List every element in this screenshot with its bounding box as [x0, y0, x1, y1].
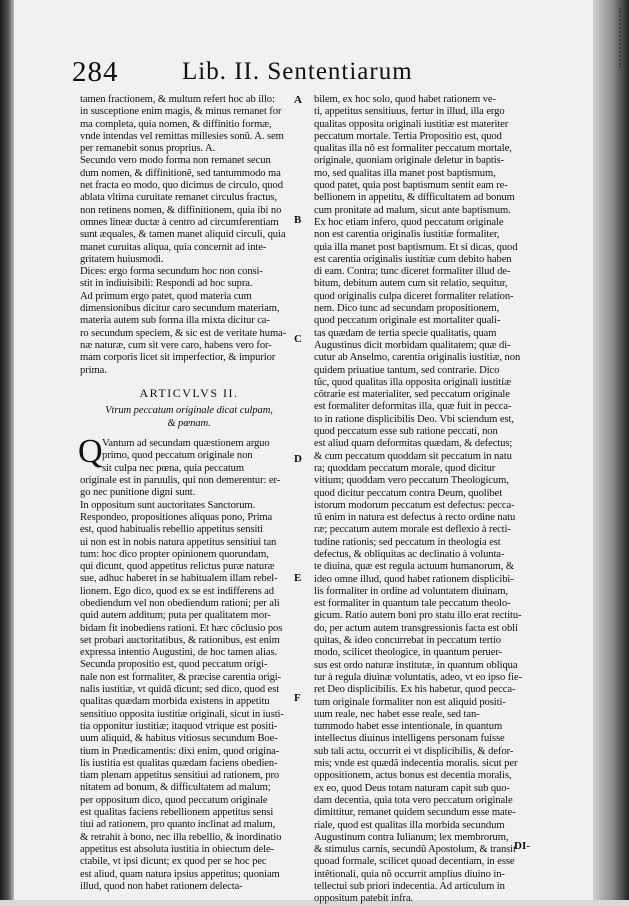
text-line: oppositionem, actus bonus est decentia moralis, [314, 770, 512, 782]
text-line: est formaliter in quantum tale peccatum theolo- [314, 598, 511, 610]
text-line: Ex hoc etiam infero, quod peccatum originale [314, 216, 504, 228]
text-line: defectus, & obliquitas ac declinatio à volunta- [314, 548, 505, 560]
text-line: tium in Prædicamentis: dixi enim, quod origina- [80, 745, 280, 757]
text-line: primo, quod peccatum originale non [102, 450, 253, 462]
text-line: quoad formale, scilicet quoad decentiam, in esse [314, 856, 515, 868]
text-line: sue, adhuc haberet in se habitualem illam rebel- [80, 573, 278, 585]
text-line: Respondeo, propositiones aliquas pono, Prima [80, 511, 273, 523]
spacer [80, 377, 298, 385]
text-line: ræ; peccatum autem morale est deflexio à recti- [314, 524, 511, 536]
text-line: quod peccatum originale est mortaliter quali- [314, 315, 501, 327]
text-line: tũc, quod qualitas illa opposita originali iustitiæ [314, 376, 512, 388]
text-line: est carentia originalis iustitiæ cum debito haben [314, 253, 512, 265]
text-line: tum originale formaliter non est aliquid positi- [314, 696, 506, 708]
text-line: dimittitur, remanet quidem secundum esse mate- [314, 807, 516, 819]
text-line: nitatem ad bonum, & difficultatem ad malum; [80, 782, 271, 794]
text-line: cutur ab Anselmo, carentia originalis iustitiæ, non [314, 352, 521, 364]
text-line: bidam fit inobediens rationi. Et hæc cõclusio pos [80, 622, 283, 634]
left-column [80, 94, 298, 893]
article-opening [78, 433, 298, 475]
text-line: dum nomen, & diffinitionẽ, sed tantummodo ma [80, 167, 281, 179]
text-line: Ad primum ergo patet, quod materia cum [80, 290, 252, 302]
text-line: in susceptione enim magis, & minus remanet for [80, 106, 282, 118]
text-line: per remanebit sonus proprius. A. [80, 143, 216, 155]
text-line: tia opponitur iustitiæ; itaquod vtrique est positi- [80, 720, 278, 732]
text-line: obediendum vel non obediendum rationi; per ali [80, 597, 280, 609]
text-line: ti, appetitus sensitiuus, fertur in illud, illa ergo [314, 106, 505, 118]
right-body-text [314, 94, 540, 906]
book-page [14, 0, 593, 905]
text-line: tũ enim in natura est defectus à recto ordine natu [314, 512, 516, 524]
text-line: dimensionibus dicitur caro secundum materiam, [80, 303, 280, 315]
text-line: peccatum mortale. Tertia Propositio est, quod [314, 130, 502, 142]
text-line: nem. Dico tunc ad secundam propositionem, [314, 303, 500, 315]
text-line: & pœnam. [167, 417, 211, 429]
text-line: lis iustitia est qualitas quædam faciens obedien- [80, 757, 278, 769]
text-line: prima. [80, 364, 107, 376]
text-line: omnes lineæ ductæ à centro ad circumferentiam [80, 216, 279, 228]
text-line: tellectui sub priori indecentia. Ad articulum in [314, 881, 505, 892]
text-line: est aliud quam deformitas quædam, & defectus; [314, 438, 513, 450]
text-line: quidem priuatiue tantum, sed contrarie. Dico [314, 364, 500, 376]
text-line: & cum peccatum quoddam sit peccatum in natu [314, 450, 512, 462]
text-line: tamen fractionem, & multum refert hoc ab illo: [80, 94, 275, 105]
spacer [80, 430, 298, 438]
right-column [314, 94, 540, 906]
text-line: do, per actum autem transgressionis facta est obli [314, 622, 518, 634]
text-line: tiam plenam appetitus sensitiui ad rationem, pro [80, 770, 280, 782]
margin-letter-a: A [294, 94, 302, 106]
margin-letter-d: D [294, 453, 302, 465]
text-line: ui non est in nobis natura appetitus sensitiui tan [80, 536, 277, 548]
text-line: quid autem additum; puta per qualitatem mor- [80, 610, 271, 622]
text-line: est aliud, quam natura ipsius appetitus; quoniam [80, 868, 280, 880]
text-line: næ naturæ, cum sit vere caro, habens vero for- [80, 339, 272, 351]
text-line: stit in indiuisibili: Respondi ad hoc supra. [80, 278, 253, 290]
page-number: 284 [72, 56, 119, 88]
text-line: non retinens nomen, & diffinitionem, quia ibi no [80, 204, 282, 216]
text-line: sus est ordo naturæ institutæ, in quantum obliqua [314, 659, 518, 671]
margin-letter-b: B [294, 214, 302, 226]
text-line: & stimulus carnis, secundũ Apostolum, & transit [314, 844, 516, 856]
text-line: qualitas illa nõ est formaliter peccatum mortale, [314, 143, 512, 155]
text-line: quod patet, quia post baptismum sentit eam re- [314, 180, 508, 192]
text-line: sub tali actu, occurrit ei vt displicibilis, & defor- [314, 745, 514, 757]
left-intro-text [80, 94, 298, 377]
text-line: per oppositum dico, quod peccatum originale [80, 794, 268, 806]
text-line: set probari auctoritatibus, & rationibus, est enim [80, 634, 280, 646]
page-header [72, 56, 572, 92]
text-line: mis; vnde est quædã indecentia moralis. sicut per [314, 758, 518, 770]
text-line: uum aliquid, & habitus vitiosus secundum Boe- [80, 733, 278, 745]
text-line: qualitas quædam morbida existens in appetitu [80, 696, 270, 708]
text-line: tummodo habet esse intentionale, in quantum [314, 721, 503, 733]
text-line: Dices: ergo forma secundum hoc non consi- [80, 266, 263, 278]
text-line: sunt æquales, & tamen manet aliquid circuli, quia [80, 229, 286, 241]
text-line: ro secundum speciem, & sic est de veritate huma- [80, 327, 287, 339]
text-line: riale, quod est qualitas illa morbida secundum [314, 819, 505, 831]
text-line: quod peccatum esse sub ratione peccati, non [314, 426, 498, 438]
text-line: modo, scilicet theologice, in quantum peruer- [314, 647, 502, 659]
text-line: Augustinus dicit morbidam qualitatem; quæ di- [314, 339, 511, 351]
text-line: est formaliter deformitas illa, quæ fuit in pecca- [314, 401, 512, 413]
text-line: quia illa manet post baptismum. Et si dicas, quod [314, 241, 518, 253]
text-line: intellectus diuinus intelligens personam fuisse [314, 733, 505, 745]
text-line: tudine rationis; sed peccatum in theologia est [314, 536, 501, 548]
catchword: DI- [514, 840, 530, 852]
text-line: intẽtionali, quia nõ occurrit amplius diuino in- [314, 868, 505, 880]
running-title: Lib. II. Sententiarum [182, 58, 413, 85]
scan-left-edge [0, 0, 14, 900]
text-line: qualitas opposita originali iustitiæ est materiter [314, 118, 509, 130]
text-line: appetitus est absoluta iustitia in obiectum dele- [80, 843, 274, 855]
text-line: quitas, & ideo concurrebat in peccatum tertio [314, 635, 502, 647]
text-line: ex eo, quod Deus totam naturam capit sub quo- [314, 782, 510, 794]
text-line: nalis iustitiæ, vt quidã dicunt; sed dico, quod est [80, 684, 280, 696]
text-line: te diuina, quæ est regula actuum humanorum, & [314, 561, 514, 573]
text-line: dam decentia, quia tota vero peccatum originale [314, 794, 513, 806]
text-line: gicum. Ratio autem boni pro statu illo erat rectitu- [314, 610, 522, 622]
text-line: ctabile, vt ipsi dicunt; ex quod per se hoc pec [80, 856, 267, 868]
margin-letter-c: C [294, 333, 302, 345]
text-line: sensitiuo opposita iustitiæ originali, sicut in iusti- [80, 708, 284, 720]
text-line: lionem. Ego dico, quod ex se est indifferens ad [80, 585, 274, 597]
text-line: bellionem in appetitu, & difficultatem ad bonum [314, 192, 515, 204]
text-line: originale est in paruulis, qui non demerentur: er- [80, 475, 281, 487]
text-line: net fracta eo modo, quo dicimus de circulo, quod [80, 180, 283, 192]
text-line: manet curuitas aliqua, quia concernit ad inte- [80, 241, 267, 253]
edge-marks [603, 8, 621, 68]
question-title [80, 405, 298, 430]
scan-right-edge [593, 0, 629, 900]
text-line: est qualitas faciens rebellionem appetitus sensi [80, 807, 274, 819]
text-line: oppositum patebit infra. [314, 893, 414, 905]
text-line: est, quod habitualis rebellio appetitus sensiti [80, 524, 264, 536]
text-line: uum reale, nec habet esse reale, sed tan- [314, 708, 480, 720]
text-line: go nec punitione digni sunt. [80, 487, 196, 499]
text-line: mam corporis licet sit imperfectior, & impurior [80, 352, 276, 364]
text-line: lis formaliter in ordine ad voluntatem diuinam, [314, 585, 508, 597]
margin-letter-f: F [294, 692, 301, 704]
text-line: bitum, debitum autem cum sit relatio, sequitur, [314, 278, 508, 290]
text-line: nale non est formaliter, & præcise carentia origi- [80, 671, 282, 683]
text-line: cõtrarie est materialiter, sed peccatum originale [314, 389, 510, 401]
text-line: sit culpa nec pœna, quia peccatum [102, 462, 245, 474]
text-line: tiui ad rationem, pro quanto inclinat ad malum, [80, 819, 276, 831]
text-line: ideo omne illud, quod habet rationem displicibi- [314, 573, 514, 585]
text-line: Augustinum contra Iulianum; lex membrorum, [314, 831, 509, 843]
text-line: to in ratione displicibilis Deo. Vbi sciendum est, [314, 413, 514, 425]
text-line: originale, quoniam originale deletur in baptis- [314, 155, 505, 167]
text-line: Secundo vero modo forma non remanet secun [80, 155, 271, 167]
text-line: mo, sed qualitas illa manet post baptismum, [314, 167, 496, 179]
drop-cap: Q [78, 433, 103, 471]
opening-lines [78, 433, 298, 475]
text-line: Vantum ad secundam quæstionem arguo [102, 438, 270, 450]
text-line: expressa intentio Augustini, de hoc tamen alias. [80, 647, 278, 659]
text-line: vnde intendas vel remittas millesies sonũ. A. sem [80, 130, 284, 142]
text-line: ra; quoddam peccatum morale, quod dicitur [314, 462, 496, 474]
margin-letter-e: E [294, 572, 302, 584]
left-body-text [80, 475, 298, 893]
text-line: materia autem sub forma illa mixta dicitur ca- [80, 315, 270, 327]
text-line: di eam. Contra; tunc diceret formaliter illud de- [314, 266, 511, 278]
text-line: gritatem huiusmodi. [80, 253, 164, 265]
text-line: cum pronitate ad malum, sicut ante baptismum. [314, 204, 511, 216]
text-line: non est carentia originalis iustitiæ formaliter, [314, 229, 500, 241]
text-line: ma completa, quia nomen, & diffinitio formæ, [80, 118, 272, 130]
text-line: ablata vltima curuitate remanet circulus fractus, [80, 192, 277, 204]
text-line: bilem, ex hoc solo, quod habet rationem ve- [314, 94, 496, 105]
text-line: Secunda propositio est, quod peccatum origi- [80, 659, 268, 671]
text-line: In oppositum sunt auctoritates Sanctorum. [80, 499, 256, 511]
text-line: tum: hoc dico propter opinionem quorundam, [80, 548, 269, 560]
text-line: istorum modorum peccatum est defectus: pecca- [314, 499, 515, 511]
text-line: Vtrum peccatum originale dicat culpam, [105, 405, 273, 417]
text-line: tas quædam de tertia specie qualitatis, quam [314, 327, 497, 339]
text-line: tur à regula diuinæ voluntatis, adeo, vt eo ipso fie- [314, 671, 522, 683]
article-heading: ARTICVLVS II. [139, 385, 239, 400]
text-line: vitium; quoddam vero peccatum Theologicum, [314, 475, 509, 487]
text-line: illud, quod non habet rationem delecta- [80, 880, 243, 892]
text-line: quod originalis culpa diceret formaliter relation- [314, 290, 514, 302]
text-line: qui dicunt, quod appetitus relictus puræ naturæ [80, 561, 275, 573]
text-line: quod dicitur peccatum contra Deum, quolibet [314, 487, 503, 499]
text-line: & retrahit à bono, nec illa rebellio, & inordinatio [80, 831, 282, 843]
text-line: ret Deo displicibilis. Ex his habetur, quod pecca- [314, 684, 516, 696]
